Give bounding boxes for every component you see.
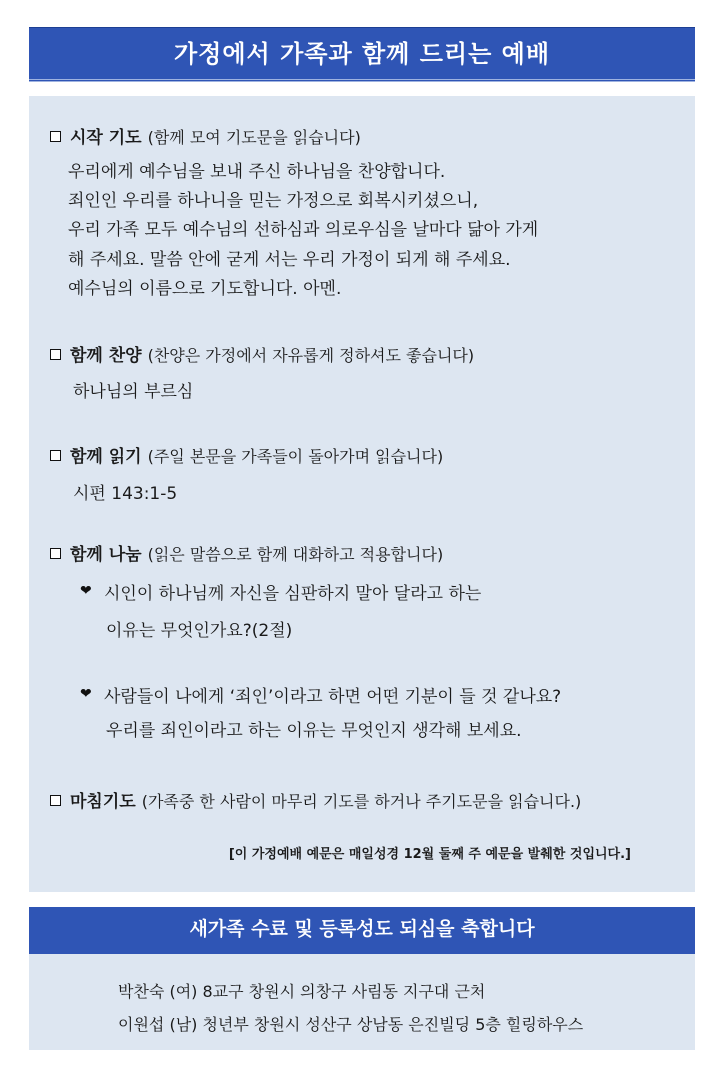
heart-icon: ❤ — [80, 686, 92, 702]
prayer-line: 죄인인 우리를 하나니을 믿는 가정으로 회복시키셨으니, — [68, 191, 479, 211]
prayer-line: 해 주세요. 말씀 안에 굳게 서는 우리 가정이 되게 해 주세요. — [68, 250, 511, 270]
new-member-entry: 이원섭 (남) 청년부 창원시 성산구 상남동 은진빌딩 5층 힐링하우스 — [118, 1015, 584, 1034]
square-bullet-icon — [50, 795, 61, 806]
section-heading-opening-prayer: 시작 기도 (함께 모여 기도문을 읽습니다) — [50, 123, 361, 148]
question-line: 우리를 죄인이라고 하는 이유는 무엇인지 생각해 보세요. — [106, 721, 522, 741]
source-note: [이 가정예배 예문은 매일성경 12월 둘째 주 예문을 발췌한 것입니다.] — [228, 847, 631, 862]
scripture-reference: 시편 143:1-5 — [73, 484, 178, 504]
announcement-title: 새가족 수료 및 등록성도 되심을 축합니다 — [29, 907, 695, 954]
page-title: 가정에서 가족과 함께 드리는 예배 — [29, 27, 695, 82]
prayer-line: 우리 가족 모두 예수님의 선하심과 의로우심을 날마다 닮아 가게 — [68, 220, 539, 240]
question-line: 이유는 무엇인가요?(2절) — [106, 621, 293, 641]
section-heading-praise: 함께 찬양 (찬양은 가정에서 자유롭게 정하셔도 좋습니다) — [50, 341, 474, 366]
announcement-panel — [29, 954, 695, 1050]
section-heading-reading: 함께 읽기 (주일 본문을 가족들이 돌아가며 읽습니다) — [50, 442, 443, 467]
prayer-line: 예수님의 이름으로 기도합니다. 아멘. — [68, 279, 342, 299]
square-bullet-icon — [50, 131, 61, 142]
square-bullet-icon — [50, 548, 61, 559]
question-line: 시인이 하나님께 자신을 심판하지 말아 달라고 하는 — [104, 584, 482, 604]
square-bullet-icon — [50, 450, 61, 461]
prayer-line: 우리에게 예수님을 보내 주신 하나님을 찬양합니다. — [68, 162, 446, 182]
section-heading-closing-prayer: 마침기도 (가족중 한 사람이 마무리 기도를 하거나 주기도문을 읽습니다.) — [50, 787, 581, 812]
new-member-entry: 박찬숙 (여) 8교구 창원시 의창구 사림동 지구대 근처 — [118, 982, 486, 1001]
section-heading-sharing: 함께 나눔 (읽은 말씀으로 함께 대화하고 적용합니다) — [50, 540, 443, 565]
question-line: 사람들이 나에게 ‘죄인’이라고 하면 어떤 기분이 들 것 같나요? — [104, 687, 562, 707]
heart-icon: ❤ — [80, 583, 92, 599]
hymn-title: 하나님의 부르심 — [73, 382, 194, 402]
square-bullet-icon — [50, 349, 61, 360]
